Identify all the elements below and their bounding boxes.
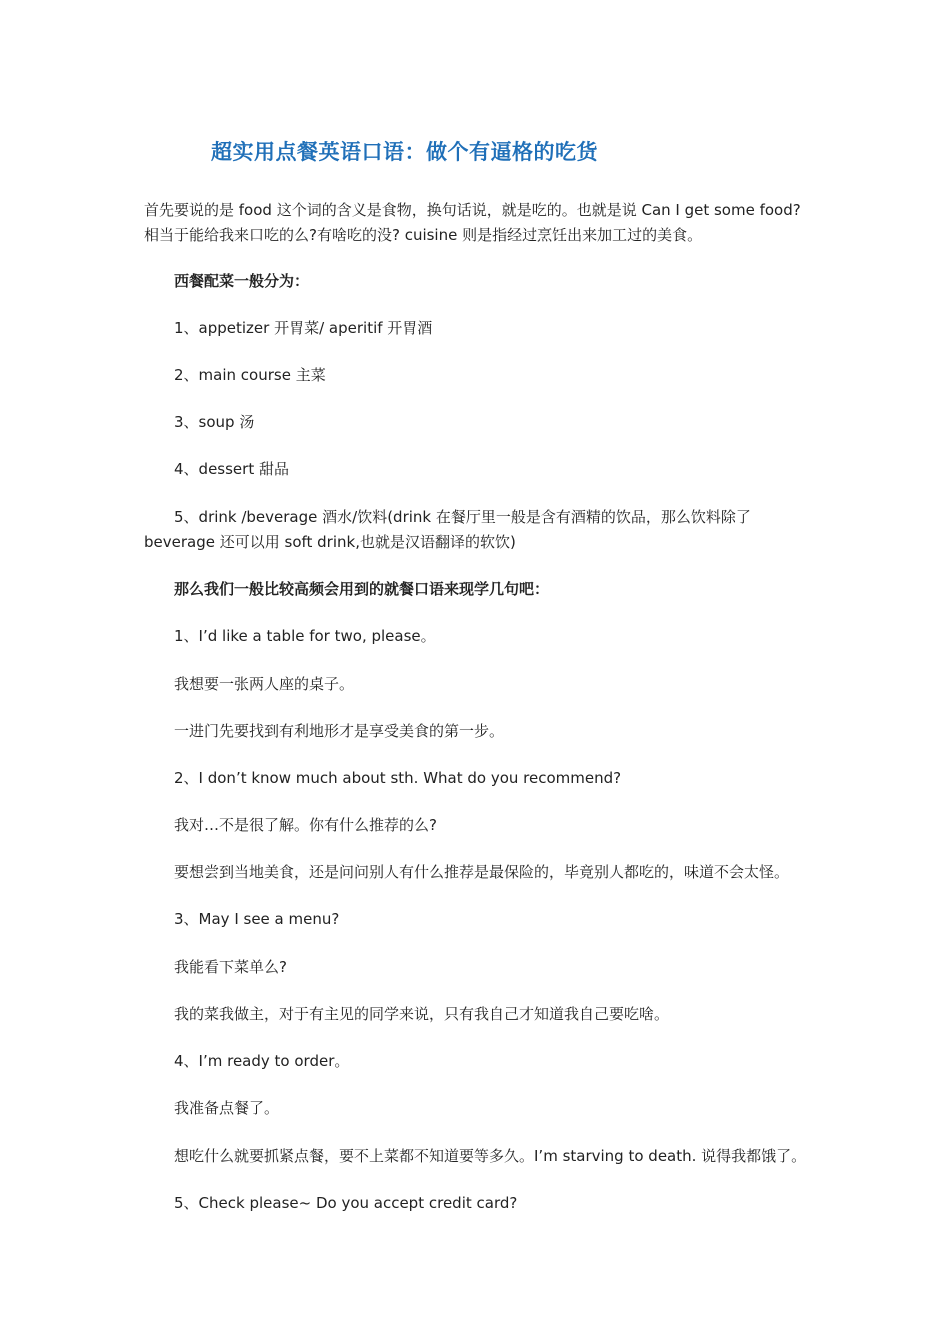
course-item: 5、drink /beverage 酒水/饮料(drink 在餐厅里一般是含有酒精的饮品，那么饮料除了 <box>174 508 751 526</box>
intro-line-2: 相当于能给我来口吃的么?有啥吃的没? cuisine 则是指经过烹饪出来加工过的美食。 <box>144 226 703 244</box>
intro-line-1: 首先要说的是 food 这个词的含义是食物，换句话说，就是吃的。也就是说 Can I get some food? <box>144 201 801 219</box>
course-item-continued: beverage 还可以用 soft drink,也就是汉语翻译的软饮) <box>144 533 516 551</box>
page-title: 超实用点餐英语口语：做个有逼格的吃货 <box>211 140 598 164</box>
phrase-line: 要想尝到当地美食，还是问问别人有什么推荐是最保险的，毕竟别人都吃的，味道不会太怪。 <box>174 863 790 881</box>
western-courses-heading: 西餐配菜一般分为： <box>174 272 310 290</box>
phrase-line: 1、I’d like a table for two, please。 <box>174 627 436 645</box>
phrase-line: 我准备点餐了。 <box>174 1099 280 1117</box>
phrases-heading: 那么我们一般比较高频会用到的就餐口语来现学几句吧： <box>174 580 550 598</box>
phrase-line: 2、I don’t know much about sth. What do you recommend? <box>174 769 622 787</box>
phrase-line: 我对…不是很了解。你有什么推荐的么? <box>174 816 437 834</box>
course-item: 3、soup 汤 <box>174 413 255 431</box>
phrase-line: 一进门先要找到有利地形才是享受美食的第一步。 <box>174 722 505 740</box>
phrase-line: 3、May I see a menu? <box>174 910 340 928</box>
course-item: 1、appetizer 开胃菜/ aperitif 开胃酒 <box>174 319 433 337</box>
course-item: 4、dessert 甜品 <box>174 460 289 478</box>
phrase-line: 想吃什么就要抓紧点餐，要不上菜都不知道要等多久。I’m starving to death. 说得我都饿了。 <box>174 1147 807 1165</box>
phrase-line: 我能看下菜单么? <box>174 958 287 976</box>
phrase-line: 5、Check please~ Do you accept credit card? <box>174 1194 518 1212</box>
course-item: 2、main course 主菜 <box>174 366 326 384</box>
phrase-line: 我的菜我做主，对于有主见的同学来说，只有我自己才知道我自己要吃啥。 <box>174 1005 670 1023</box>
phrase-line: 我想要一张两人座的桌子。 <box>174 675 355 693</box>
phrase-line: 4、I’m ready to order。 <box>174 1052 350 1070</box>
